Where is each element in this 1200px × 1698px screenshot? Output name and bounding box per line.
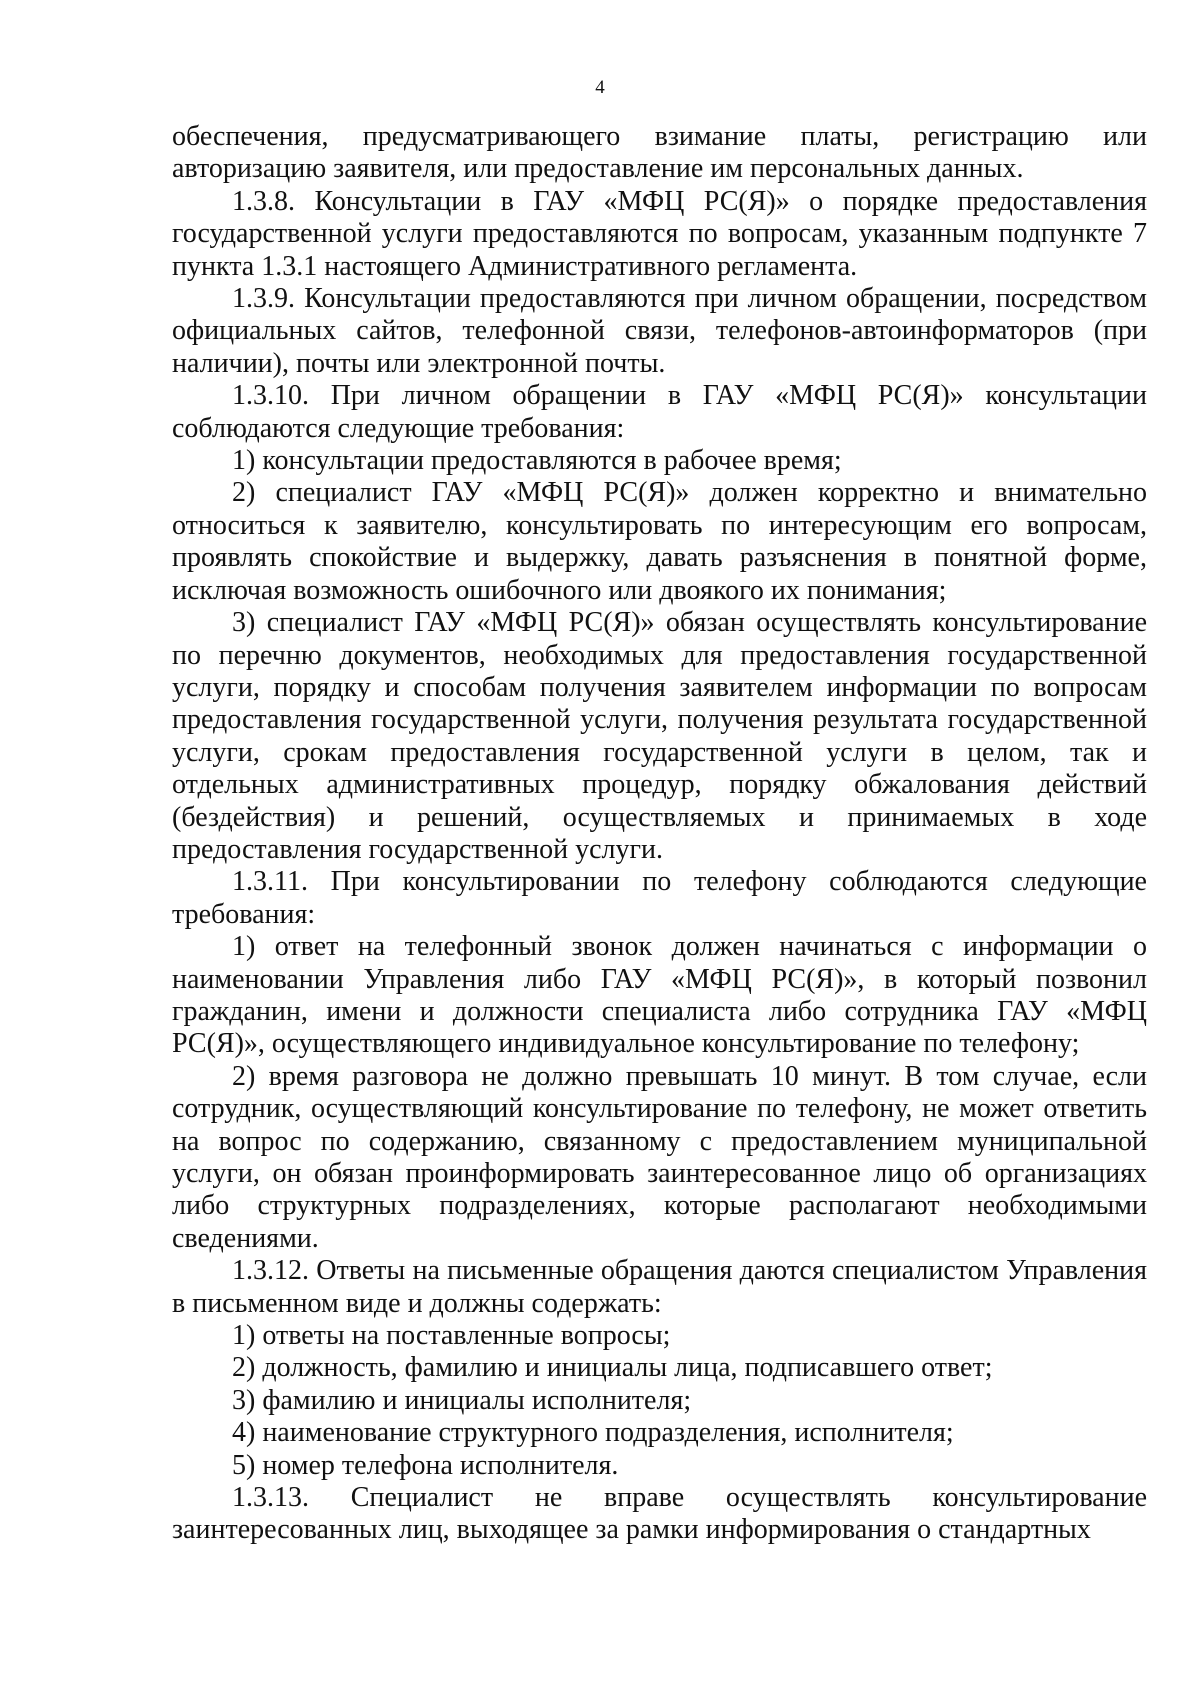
text-line: на вопрос по содержанию, связанному с предоставлением муниципальной [172,1125,1147,1157]
text-line: заинтересованных лиц, выходящее за рамки информирования о стандартных [172,1514,1091,1546]
text-line: отдельных административных процедур, порядку обжалования действий [172,769,1147,801]
text-line: относиться к заявителю, консультировать по интересующим его вопросам, [172,509,1147,541]
text-line: услуги, он обязан проинформировать заинтересованное лицо об организациях [172,1158,1147,1189]
text-line: 1.3.13. Специалист не вправе осуществлять консультирование [232,1482,1147,1514]
text-line: услуги, срокам предоставления государственной услуги в целом, так и [172,736,1147,768]
text-line: предоставления государственной услуги. [172,833,663,865]
text-line: обеспечения, предусматривающего взимание платы, регистрацию или [172,121,1147,152]
text-line: 1.3.10. При личном обращении в ГАУ «МФЦ РС(Я)» консультации [232,380,1147,412]
text-line: в письменном виде и должны содержать: [172,1287,662,1319]
paragraph-1-3-12-5 [172,1450,1147,1482]
paragraph-1-3-13 [172,1482,1147,1547]
text-line: 3) фамилию и инициалы исполнителя; [232,1384,692,1416]
text-line: требования: [172,898,316,930]
text-line: 1) консультации предоставляются в рабочее время; [232,445,842,477]
paragraph-1-3-12-1 [172,1320,1147,1352]
text-line: 4) наименование структурного подразделения, исполнителя; [232,1417,954,1449]
text-line: исключая возможность ошибочного или двоякого их понимания; [172,574,947,606]
text-line: проявлять спокойствие и выдержку, давать разъяснения в понятной форме, [172,542,1147,574]
text-line: по перечню документов, необходимых для предоставления государственной [172,639,1147,671]
text-line: 2) должность, фамилию и инициалы лица, подписавшего ответ; [232,1352,993,1384]
text-line: авторизацию заявителя, или предоставление им персональных данных. [172,153,1024,185]
text-line: наличии), почты или электронной почты. [172,347,666,379]
text-line: пункта 1.3.1 настоящего Административного регламента. [172,250,858,282]
paragraph-1-3-11-2 [172,1061,1147,1255]
text-line: 2) специалист ГАУ «МФЦ РС(Я)» должен корректно и внимательно [232,477,1147,509]
text-line: сведениями. [172,1222,319,1254]
text-line: сотрудник, осуществляющий консультирование по телефону, не может ответить [172,1093,1147,1125]
text-line: государственной услуги предоставляются по вопросам, указанным подпункте 7 [172,218,1147,250]
text-line: РС(Я)», осуществляющего индивидуальное консультирование по телефону; [172,1028,1080,1060]
text-line: 1.3.12. Ответы на письменные обращения даются специалистом Управления [232,1255,1147,1287]
paragraph-1-3-12-2 [172,1352,1147,1384]
text-line: 3) специалист ГАУ «МФЦ РС(Я)» обязан осуществлять консультирование [232,607,1147,639]
paragraph-1-3-12-4 [172,1417,1147,1449]
text-line: гражданин, имени и должности специалиста либо сотрудника ГАУ «МФЦ [172,995,1147,1027]
document-body [172,121,1147,1547]
text-line: наименовании Управления либо ГАУ «МФЦ РС(Я)», в который позвонил [172,963,1147,995]
paragraph-1-3-9 [172,283,1147,380]
page-number: 4 [595,77,605,98]
text-line: 5) номер телефона исполнителя. [232,1449,619,1481]
paragraph-1-3-10 [172,380,1147,445]
text-line: соблюдаются следующие требования: [172,412,625,444]
text-line: 1.3.9. Консультации предоставляются при личном обращении, посредством [232,283,1147,315]
text-line: официальных сайтов, телефонной связи, телефонов-автоинформаторов (при [172,315,1147,347]
paragraph-1-3-10-2 [172,477,1147,607]
paragraph-1-3-12-3 [172,1385,1147,1417]
text-line: 1) ответы на поставленные вопросы; [232,1320,671,1352]
paragraph-1-3-12 [172,1255,1147,1320]
text-line: (бездействия) и решений, осуществляемых и принимаемых в ходе [172,801,1147,833]
text-line: 2) время разговора не должно превышать 10 минут. В том случае, если [232,1060,1147,1092]
paragraph-1-3-11-1 [172,931,1147,1061]
paragraph-1-3-10-3 [172,607,1147,866]
text-line: 1.3.8. Консультации в ГАУ «МФЦ РС(Я)» о порядке предоставления [232,185,1147,217]
paragraph-continuation [172,121,1147,186]
text-line: 1.3.11. При консультировании по телефону соблюдаются следующие [232,866,1147,898]
text-line: предоставления государственной услуги, получения результата государственной [172,704,1147,736]
text-line: либо структурных подразделениях, которые располагают необходимыми [172,1190,1147,1222]
paragraph-1-3-11 [172,866,1147,931]
paragraph-1-3-10-1 [172,445,1147,477]
text-line: 1) ответ на телефонный звонок должен начинаться с информации о [232,931,1147,963]
paragraph-1-3-8 [172,186,1147,283]
text-line: услуги, порядку и способам получения заявителем информации по вопросам [172,671,1147,703]
